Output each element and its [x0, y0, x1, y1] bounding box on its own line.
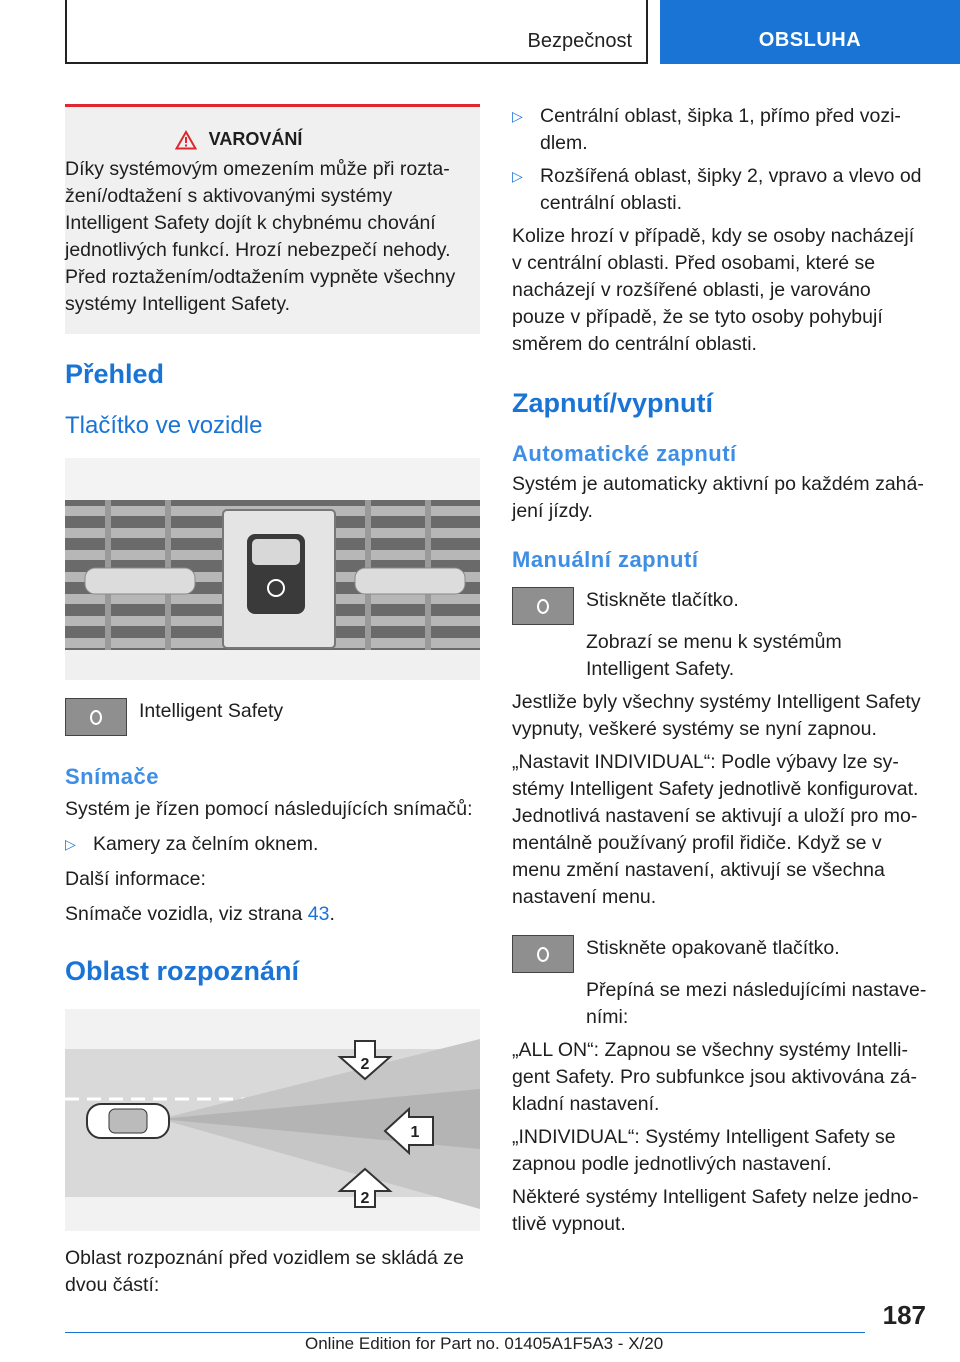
page-number: 187	[882, 1300, 926, 1330]
auto-on-text: Systém je automaticky aktivní po každém zahájení jízdy.	[512, 473, 924, 522]
heading-manual-on: Manuální zapnutí	[512, 547, 699, 572]
sensors-bullet	[65, 831, 480, 858]
heading-overview: Přehled	[65, 359, 165, 389]
warning-title: VAROVÁNÍ	[208, 129, 303, 149]
button-legend-row	[65, 698, 480, 736]
warning-box	[65, 104, 480, 334]
more-info-label: Další informace:	[65, 868, 206, 890]
press-button-text: Stiskněte tlačítko.	[586, 589, 739, 611]
intelligent-safety-button-icon[interactable]	[65, 698, 127, 736]
warning-body: Díky systémovým omezením může při roztažení/odtažení s aktivovanými systémy Intelligent Safety dojít k chybnému chování jednotlivých funkcí. Hrozí nebezpečí nehody. Před roztažením/odtažením vypněte všechny systémy Intelligent Safety.	[65, 158, 456, 315]
chapter-tab[interactable]: OBSLUHA	[660, 0, 960, 64]
extended-area-text: Rozšířená oblast, šipky 2, vpravo a vlevo od centrální oblasti.	[540, 165, 922, 214]
toggle-settings-text: Přepíná se mezi následujícími nastaveními:	[586, 979, 927, 1028]
heading-sensors: Snímače	[65, 764, 159, 789]
vent-button-illustration	[65, 458, 480, 680]
press-repeatedly-row	[512, 935, 927, 973]
intelligent-safety-button-icon[interactable]	[512, 935, 574, 973]
detection-area-caption: Oblast rozpoznání před vozidlem se skládá ze dvou částí:	[65, 1247, 464, 1296]
arrow-2-top-label: 2	[360, 1056, 370, 1073]
heading-auto-on: Automatické zapnutí	[512, 441, 737, 466]
individual-setting-text: „Nastavit INDIVIDUAL“: Podle výbavy lze systémy Intelligent Safety jednotlivě konfigurovat. Jednotlivá nastavení se aktivují a uloží pro momentálně používaný profil řidiče. Když se v menu změní nastavení, aktivují se všechna nastavení menu.	[512, 751, 919, 908]
press-repeatedly-text: Stiskněte opakovaně tlačítko.	[586, 937, 840, 959]
heading-detection-area: Oblast rozpoznání	[65, 956, 300, 986]
bullet-triangle-icon: ▷	[512, 168, 523, 184]
sensors-reference: Snímače vozidla, viz strana 43.	[65, 903, 335, 925]
warning-triangle-icon	[175, 130, 197, 150]
heading-on-off: Zapnutí/vypnutí	[512, 388, 713, 418]
press-button-row	[512, 587, 927, 625]
footer-edition-text: Online Edition for Part no. 01405A1F5A3 - X/20	[305, 1334, 664, 1353]
bullet-triangle-icon: ▷	[65, 836, 76, 852]
section-title: Bezpečnost	[527, 30, 632, 52]
heading-button-in-vehicle: Tlačítko ve vozidle	[65, 412, 263, 439]
individual-mode-text: „INDIVIDUAL“: Systémy Intelligent Safety se zapnou podle jednotlivých nastavení.	[512, 1126, 896, 1175]
collision-text: Kolize hrozí v případě, kdy se osoby nacházejí v centrální oblasti. Před osobami, které se nacházejí v rozšířené oblasti, je varováno pouze v případě, že se tyto osoby pohybují směrem do centrální oblasti.	[512, 225, 915, 355]
bullet-extended-area	[512, 163, 927, 217]
intelligent-safety-button-icon[interactable]	[512, 587, 574, 625]
page-43-link[interactable]: 43	[307, 903, 330, 925]
bullet-central-area	[512, 103, 927, 157]
detection-area-illustration	[65, 1009, 480, 1231]
arrow-1-label: 1	[410, 1124, 420, 1141]
car-icon	[87, 1104, 169, 1138]
all-off-text: Jestliže byly všechny systémy Intelligent Safety vypnuty, veškeré systémy se nyní zapnou.	[512, 691, 921, 740]
button-caption: Intelligent Safety	[139, 700, 284, 722]
left-column	[65, 104, 480, 1299]
sensors-reference-text: Snímače vozidla, viz strana	[65, 903, 303, 925]
all-on-text: „ALL ON“: Zapnou se všechny systémy Intelligent Safety. Pro subfunkce jsou aktivována základní nastavení.	[512, 1039, 918, 1115]
menu-shown-text: Zobrazí se menu k systémům Intelligent Safety.	[586, 631, 842, 680]
warning-title-row	[65, 129, 472, 150]
sensors-bullet-text: Kamery za čelním oknem.	[93, 833, 319, 855]
right-column	[512, 103, 927, 1238]
button-photo	[65, 458, 480, 680]
bullet-triangle-icon: ▷	[512, 108, 523, 124]
header-box	[65, 0, 648, 64]
arrow-2-bottom-label: 2	[360, 1190, 370, 1207]
detection-area-figure	[65, 1009, 480, 1231]
central-area-text: Centrální oblast, šipka 1, přímo před vozidlem.	[540, 105, 901, 154]
footer-divider	[65, 1332, 865, 1333]
cannot-disable-text: Některé systémy Intelligent Safety nelze jednotlivě vypnout.	[512, 1186, 919, 1235]
sensors-text: Systém je řízen pomocí následujících snímačů:	[65, 798, 473, 820]
